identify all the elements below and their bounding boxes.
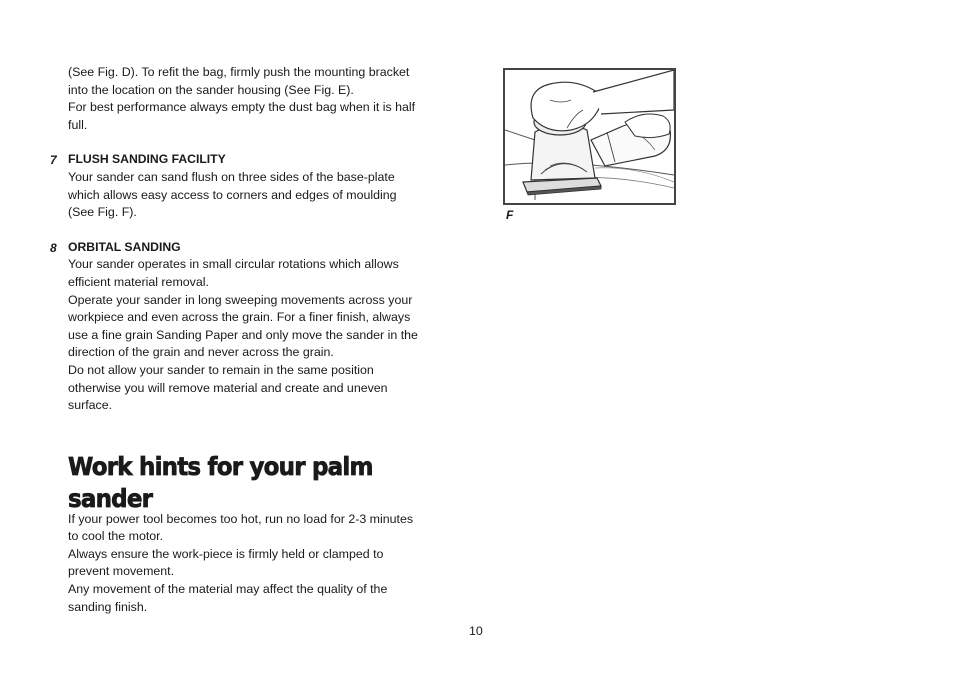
figure-f-image: [503, 68, 676, 205]
section-title: FLUSH SANDING FACILITY: [68, 152, 226, 167]
work-hints-heading: Work hints for your palm sander: [68, 452, 373, 514]
hint-line: prevent movement.: [68, 564, 175, 579]
section-line: direction of the grain and never across the grain.: [68, 345, 334, 360]
section-line: which allows easy access to corners and edges of moulding: [68, 187, 397, 202]
section-orbital-sanding: [50, 239, 458, 415]
section-line: efficient material removal.: [68, 274, 209, 289]
intro-text: [68, 64, 458, 134]
page-number: 10: [469, 624, 483, 638]
intro-line: full.: [68, 117, 88, 132]
intro-line: into the location on the sander housing (See Fig. E).: [68, 82, 354, 97]
section-line: (See Fig. F).: [68, 205, 137, 220]
hint-line: Always ensure the work-piece is firmly held or clamped to: [68, 546, 384, 561]
hint-line: If your power tool becomes too hot, run no load for 2-3 minutes: [68, 511, 414, 526]
section-line: surface.: [68, 398, 113, 413]
section-line: otherwise you will remove material and create and uneven: [68, 380, 388, 395]
section-number: 7: [50, 153, 57, 168]
section-text: [68, 169, 458, 222]
section-line: use a fine grain Sanding Paper and only move the sander in the: [68, 327, 418, 342]
hint-line: sanding finish.: [68, 599, 148, 614]
figure-label: F: [506, 208, 514, 222]
hint-line: Any movement of the material may affect the quality of the: [68, 582, 388, 597]
section-line: Your sander operates in small circular rotations which allows: [68, 257, 399, 272]
main-column: [50, 64, 458, 616]
section-line: Operate your sander in long sweeping movements across your: [68, 292, 413, 307]
section-flush-sanding: [50, 151, 458, 221]
section-line: Do not allow your sander to remain in the same position: [68, 362, 374, 377]
section-title: ORBITAL SANDING: [68, 239, 181, 254]
section-line: Your sander can sand flush on three sides of the base-plate: [68, 169, 395, 184]
hint-line: to cool the motor.: [68, 529, 164, 544]
section-text: [68, 256, 458, 414]
section-line: workpiece and even across the grain. For a finer finish, always: [68, 310, 411, 325]
intro-line: (See Fig. D). To refit the bag, firmly push the mounting bracket: [68, 65, 410, 79]
work-hints-text: [68, 511, 458, 617]
palm-sander-illustration: [505, 70, 674, 203]
intro-line: For best performance always empty the dust bag when it is half: [68, 100, 416, 115]
section-number: 8: [50, 240, 57, 255]
